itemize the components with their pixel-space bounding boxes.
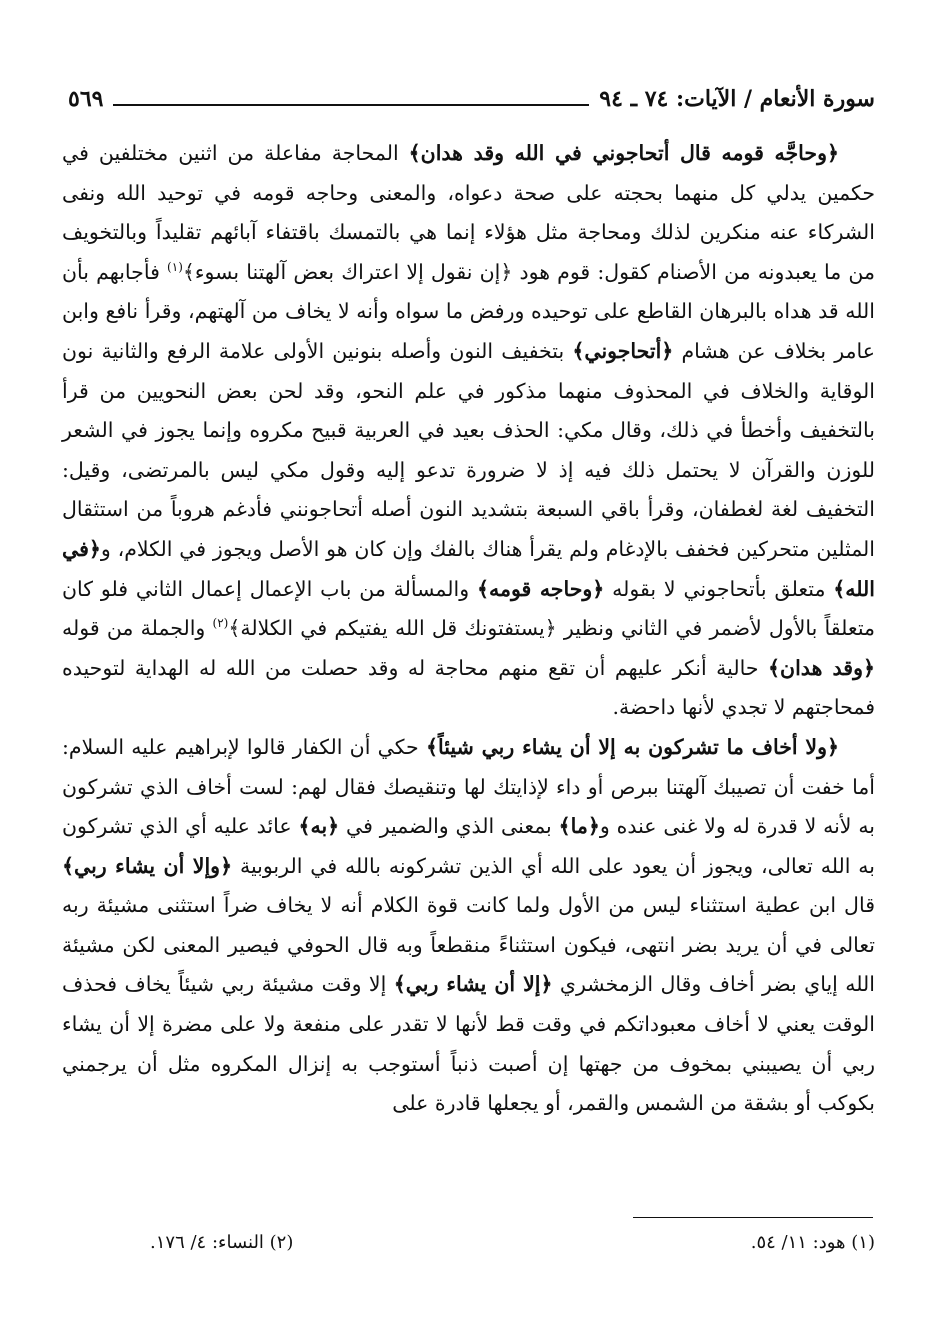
running-title: سورة الأنعام / الآيات: ٧٤ ـ ٩٤ (599, 86, 875, 112)
commentary-text: بمعنى الذي والضمير في (339, 814, 559, 839)
footnote-marker: (٢) (212, 616, 229, 631)
footnotes (150, 1228, 875, 1258)
header-rule (113, 104, 589, 106)
paragraph (62, 134, 875, 728)
commentary-text: عائد عليه أي الذي تشركون به الله تعالى، ويجوز أن يعود على الله أي الذين تشركونه بالله في الربوبية (62, 814, 875, 878)
page-number: ٥٦٩ (68, 86, 104, 112)
quran-quote: ﴿وحاجَّه قومه قال أتحاجوني في الله وقد هدان﴾ (408, 141, 839, 165)
commentary-text: فأجابهم بأن الله قد هداه بالبرهان القاطع على توحيده ورفض ما سواه وأنه لا يخاف من آلهتهم، وقرأ نافع وابن عامر بخلاف عن هشام (62, 259, 875, 363)
commentary-text: إلا وقت مشيئة ربي شيئاً يخاف فحذف الوقت يعني لا أخاف معبوداتكم في وقت قط لأنها لا تقدر على منفعة ولا على مضرة إلا أن يشاء ربي أن يصيبني بمخوف من جهتها إن أصبت ذنباً أستوجب به إنزال المكروه مثل أن يرجمني بكوكب أو بشقة من الشمس والقمر، أو يجعلها قادرة على (62, 972, 875, 1116)
footnote-marker: (١) (167, 259, 183, 274)
page-header (68, 76, 875, 116)
quran-quote: ﴿ما﴾ (558, 814, 600, 839)
commentary-text: قال ابن عطية استثناء ليس من الأول ولما كانت قوة الكلام أنه لا يخاف ضراً استثنى مشيئة ربه تعالى في أن يريد بضر انتهى، فيكون استثناءً منقطعاً وبه قال الحوفي فيصير المعنى لكن مشيئة الله إياي بضر أخاف وقال الزمخشري (62, 893, 875, 997)
commentary-text: ﴿يستفتونك قل الله يفتيكم في الكلالة﴾ (228, 616, 557, 641)
commentary-text: حالية أنكر عليهم أن تقع منهم محاجة له وقد حصلت من الله له الهداية لتوحيده فمحاجتهم لا تجدي لأنها داحضة. (62, 655, 875, 720)
paragraph (62, 728, 875, 1124)
commentary-text: ﴿إن نقول إلا اعتراك بعض آلهتنا بسوء﴾ (182, 259, 513, 284)
quran-quote: ﴿ولا أخاف ما تشركون به إلا أن يشاء ربي شيئاً﴾ (425, 734, 839, 759)
quran-quote: ﴿وإلا أن يشاء ربي﴾ (62, 853, 233, 878)
quran-quote: ﴿إلا أن يشاء ربي﴾ (393, 972, 553, 997)
footnote-rule (633, 1217, 873, 1218)
commentary-text: والمسألة من باب الإعمال إعمال الثاني فلو كان متعلقاً بالأول لأضمر في الثاني ونظير (62, 576, 875, 641)
commentary-text: متعلق بأتحاجوني لا بقوله (604, 576, 834, 601)
quran-quote: ﴿به﴾ (298, 814, 340, 839)
quran-quote: ﴿في الله﴾ (62, 536, 875, 601)
commentary-text: حكي أن الكفار قالوا لإبراهيم عليه السلام: أما خفت أن تصيبك آلهتنا ببرص أو داء لإذايتك لها وتنقيصك فقال لهم: لست أخاف الذي تشركون به لأنه لا قدرة له ولا غنى عنده و (62, 734, 876, 839)
quran-quote: ﴿وحاجه قومه﴾ (476, 576, 605, 601)
footnote-2: (٢) النساء: ٤/ ١٧٦. (150, 1232, 294, 1253)
main-text (62, 134, 875, 1124)
quran-quote: ﴿وقد هدان﴾ (768, 655, 875, 680)
footnote-1: (١) هود: ١١/ ٥٤. (750, 1232, 875, 1253)
commentary-text: المحاجة مفاعلة من اثنين مختلفين في حكمين يدلي كل منهما بحجته على صحة دعواه، والمعنى وحاجه قومه في توحيد الله ونفى الشركاء عنه منكرين لذلك ومحاجة مثل هؤلاء إنما هي بالتمسك باقتفاء آبائهم تقليداً وبالتخويف من ما يعبدونه من الأصنام كقول: قوم هود (62, 141, 876, 284)
commentary-text: والجملة من قوله (62, 616, 213, 641)
quran-quote: ﴿أتحاجوني﴾ (572, 338, 674, 363)
commentary-text: بتخفيف النون وأصله بنونين الأولى علامة الرفع والثانية نون الوقاية والخلاف في المحذوف منهما مذكور في علم النحو، وقد لحن بعض النحويين من قرأ بالتخفيف وأخطأ في ذلك، وقال مكي: الحذف بعيد في العربية قبيح مكروه وإنما يجوز في الشعر للوزن والقرآن لا يحتمل ذلك فيه إذ لا ضرورة تدعو إليه وقول مكي ليس بالمرتضى، وقيل: التخفيف لغة لغطفان، وقرأ باقي السبعة بتشديد النون أصله أتحاجونني فأدغم هروباً من استثقال المثلين متحركين فخفف بالإدغام ولم يقرأ هناك بالفك وإن كان هو الأصل ويجوز في الكلام، و (62, 338, 875, 561)
